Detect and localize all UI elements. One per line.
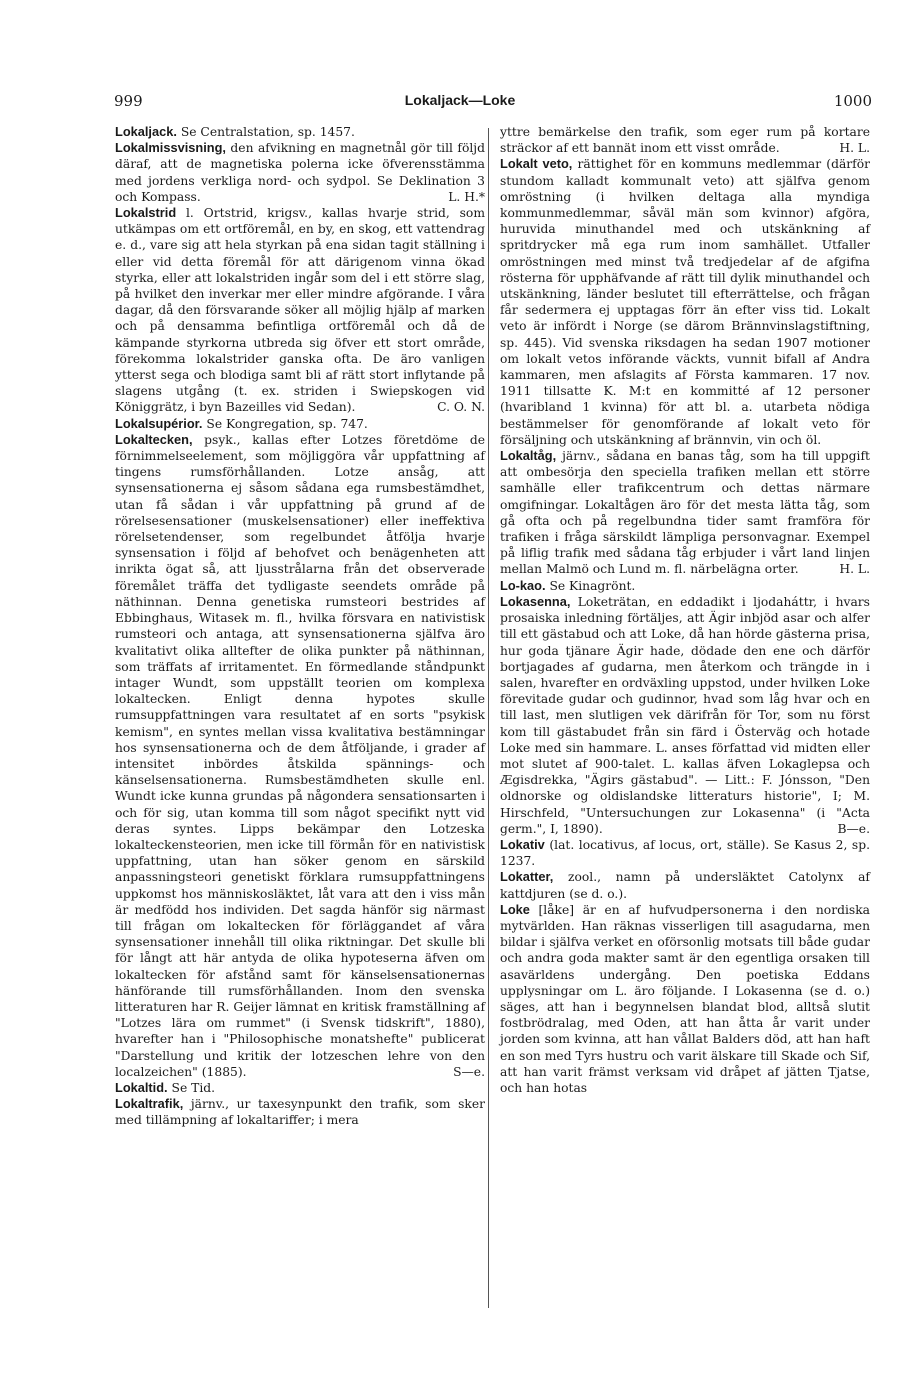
column-divider xyxy=(488,128,489,1308)
headword: Lokalsupérior. xyxy=(115,415,203,431)
entry-lokaltrafik-continued xyxy=(500,124,870,156)
entry-lokaltid xyxy=(115,1080,485,1096)
entry-text: järnv., ur taxesynpunkt den trafik, som sker med tillämpning af lokaltariffer; i mera xyxy=(115,1097,485,1128)
entry-lokalmissvisning xyxy=(115,140,485,205)
signature: L. H.* xyxy=(448,189,485,204)
entry-text: psyk., kallas efter Lotzes företdöme de förnimmelseelement, som möjliggöra vår uppfattning af tingens rumsförhållanden. Lotze ansåg, att synsensationerna ej såsom sådana ega rumsbestämdhet, utan få sådan i vår uppfattning på grund af de rörelsesensationer (muskelsensationer) eller ineffektiva rörelsetendenser, som regelbundet åtfölja hvarje synsensation i följd af behofvet och benägenheten att inrikta ögat så, att ljusstrålarna från det observerade föremålet träffa det tydligaste seendets område på näthinnan. Denna genetiska rumsteori bestrides af Ebbinghaus, Witasek m. fl., hvilka försvara en nativistisk rumsteori och antaga, att synsensationerna själfva äro kvalitativt olika alltefter de olika punkter på näthinnan, som träffats af irritamentet. En förmedlande ståndpunkt intager Wundt, som uppställt teorien om komplexa lokaltecken. Enligt denna hypotes skulle rumsuppfattningen vara resultatet af en sorts "psykisk kemism", en syntes mellan vissa kvalitativa bestämningar hos synsensationerna och de dem åtföljande, i grader af intensitet inbördes åtskilda spännings- och känselsensationerna. Rumsbestämdheten skulle enl. Wundt icke kunna grundas på någondera sensationsarten i och för sig, utan komma till som något specifikt nytt vid deras syntes. Lipps bekämpar den Lotzeska lokalteckensteorien, men icke till förmån för en nativistisk uppfattning, utan han söker genom en särskild anpassningsteori genetiskt förklara rumsuppfattningens uppkomst hos människosläktet, låt vara att den i viss mån är medfödd hos individen. Det sagda hänför sig närmast till frågan om lokaltecken för förläggandet af våra synsensationer innehåll till olika riktningar. Det skulle bli för långt att här antyda de olika hypoteserna äfven om lokaltecken för afstånd samt för känselsensationernas hänförande till rumsförhållanden. Inom den svenska litteraturen har R. Geijer lämnat en kritisk framställning af "Lotzes lära om rummet" (i Svensk tidskrift", 1880), hvarefter han i "Philosophische monatshefte" publicerat "Darstellung und kritik der lotzeschen lehre von den localzeichen" (1885). xyxy=(115,432,485,1079)
headword: Lokatter, xyxy=(500,869,554,885)
headword: Lokalmissvisning, xyxy=(115,140,226,156)
entry-lokaltecken xyxy=(115,432,485,1080)
headword: Lokaltrafik, xyxy=(115,1096,184,1112)
entry-text: Loketrätan, en eddadikt i ljodaháttr, i hvars prosaiska inledning förtäljes, att Ägir inbjöd asar och alfer till ett gästabud och att Loke, då han hörde gästerna prisa, hur goda tjänare Ägir hade, dödade den ene och därför bortjagades af gudarna, men återkom och trängde in i salen, hvarefter en ordväxling uppstod, under hvilken Loke förevitade gudar och gudinnor, hvad som låg hvar och en till last, men slutligen vek därifrån för Tor, som nu först kom till gästabudet från sin färd i Österväg och hotade Loke med sin hammare. L. anses författad vid midten eller mot slutet af 900-talet. L. kallas äfven Lokaglepsa och Ægisdrekka, "Ägirs gästabud". — Litt.: F. Jónsson, "Den oldnorske og oldislandske litteraturs historie", I; M. Hirschfeld, "Untersuchungen zur Lokasenna" (i "Acta germ.", I, 1890). xyxy=(500,594,870,836)
headword: Lokalstrid xyxy=(115,205,177,221)
entry-lokasenna xyxy=(500,594,870,837)
left-column xyxy=(115,124,485,1129)
headword: Loke xyxy=(500,901,530,917)
entry-text: [låke] är en af hufvudpersonerna i den nordiska mytvärlden. Han räknas visserligen till asagudarna, men bildar i själfva verket en oförsonlig motsats till både gudar och andra goda makter samt är den egentliga orsaken till asavärldens undergång. Den poetiska Eddans upplysningar om L. äro följande. I Lokasenna (se d. o.) säges, att han i begynnelsen blandat blod, alltså slutit fostbrödralag, med Oden, att han åtta år varit under jorden som kvinna, att han vållat Balders död, att han haft en son med Tyrs hustru och varit älskare till Skade och Sif, att han varit främst verksam vid dråpet af jätten Tjatse, och han hotas xyxy=(500,902,870,1095)
headword: Lokaljack. xyxy=(115,124,177,139)
headword: Lokativ xyxy=(500,836,545,852)
entry-text: den afvikning en magnetnål gör till följd däraf, att de magnetiska polerna icke öfverensstämma med jordens verkliga nord- och sydpol. Se Deklination 3 och Kompass. xyxy=(115,141,485,204)
entry-lokatter xyxy=(500,869,870,901)
entry-lokalsuperior xyxy=(115,416,485,432)
running-title: Lokaljack—Loke xyxy=(404,92,516,108)
entry-text: Se Kongregation, sp. 747. xyxy=(206,416,368,431)
headword: Lokasenna, xyxy=(500,593,571,609)
headword: Lo-kao. xyxy=(500,577,546,593)
entry-text: yttre bemärkelse den trafik, som eger rum på kortare sträckor af ett bannät inom ett visst område. xyxy=(500,125,870,156)
entry-lokativ xyxy=(500,837,870,869)
entry-loke xyxy=(500,902,870,1096)
signature: C. O. N. xyxy=(437,400,485,415)
page-number-right: 1000 xyxy=(833,92,872,110)
entry-text: (lat. locativus, af locus, ort, ställe). Se Kasus 2, sp. 1237. xyxy=(500,837,870,869)
headword: Lokaltåg, xyxy=(500,448,557,464)
signature: B—e. xyxy=(837,821,870,836)
entry-lokaltrafik xyxy=(115,1096,485,1128)
signature: H. L. xyxy=(839,141,870,156)
right-column xyxy=(500,124,870,1096)
headword: Lokalt veto, xyxy=(500,156,573,172)
entry-text: zool., namn på undersläktet Catolynx af kattdjuren (se d. o.). xyxy=(500,870,870,901)
page-header xyxy=(0,92,920,114)
entry-text: Se Centralstation, sp. 1457. xyxy=(180,125,355,139)
entry-lokalstrid xyxy=(115,205,485,416)
page-number-left: 999 xyxy=(114,92,143,110)
entry-lokalt-veto xyxy=(500,156,870,448)
entry-text: rättighet för en kommuns medlemmar (därför stundom kalladt kommunalt veto) att själfva genom omröstning (i hvilken deltaga alla myndiga kommunmedlemmar, såväl män som kvinnor) afgöra, huruvida minuthandel med och utskänkning af spritdrycker må ega rum inom samhället. Utfaller omröstningen med minst två tredjedelar af de afgifna rösterna för upphäfvande af rätt till dylik minuthandel och utskänkning, länder beslutet till efterrättelse, och frågan får sedermera ej upptagas förr än efter viss tid. Lokalt veto är infördt i Norge (se därom Brännvinslagstiftning, sp. 445). Vid svenska riksdagen ha sedan 1907 motioner om lokalt vetos införande väckts, vunnit bifall af Andra kammaren, men afslagits af Första kammaren. 17 nov. 1911 tillsatte K. M:t en kommitté af 12 personer (hvaribland 1 kvinna) för att bl. a. utarbeta nödiga bestämmelser för genomförande af lokalt veto för försäljning och utskänkning af brännvin, vin och öl. xyxy=(500,157,871,447)
signature: H. L. xyxy=(839,562,870,577)
entry-text: järnv., sådana en banas tåg, som ha till uppgift att ombesörja den speciella trafiken mellan ett större samhälle eller trafikcentrum och dettas närmare omgifningar. Lokaltågen äro för det mesta lätta tåg, som gå ofta och på regelbundna tider samt framföra för trafiken i fråga särskildt lämpliga personvagnar. Exempel på liflig trafik med sådana tåg erbjuder i vårt land linjen mellan Malmö och Lund m. fl. närbelägna orter. xyxy=(500,449,870,577)
entry-text: l. Ortstrid, krigsv., kallas hvarje strid, som utkämpas om ett ortföremål, en by, en skog, ett vattendrag e. d., vare sig att hela styrkan på ena sidan tagit ställning i eller vid detta föremål för att därigenom vinna ökad styrka, eller att lokalstriden ingår som del i ett större slag, på hvilket den inverkar mer eller mindre afgörande. I våra dagar, då den försvarande söker all möjlig hjälp af marken och på densamma befintliga ortföremål och då de kämpande styrkorna utbreda sig öfver ett stort område, förekomma lokalstrider ganska ofta. De äro vanligen ytterst sega och blodiga samt bli af rätt stort inflytande på slagens utgång (t. ex. striden i Swiepskogen vid Königgrätz, i byn Bazeilles vid Sedan). xyxy=(115,206,485,415)
headword: Lokaltecken, xyxy=(115,431,193,447)
entry-lokaltag xyxy=(500,448,870,578)
signature: S—e. xyxy=(453,1064,485,1079)
entry-lo-kao xyxy=(500,578,870,594)
headword: Lokaltid. xyxy=(115,1079,168,1095)
entry-lokaljack xyxy=(115,124,485,140)
entry-text: Se Kinagrönt. xyxy=(549,578,636,593)
entry-text: Se Tid. xyxy=(171,1080,216,1095)
